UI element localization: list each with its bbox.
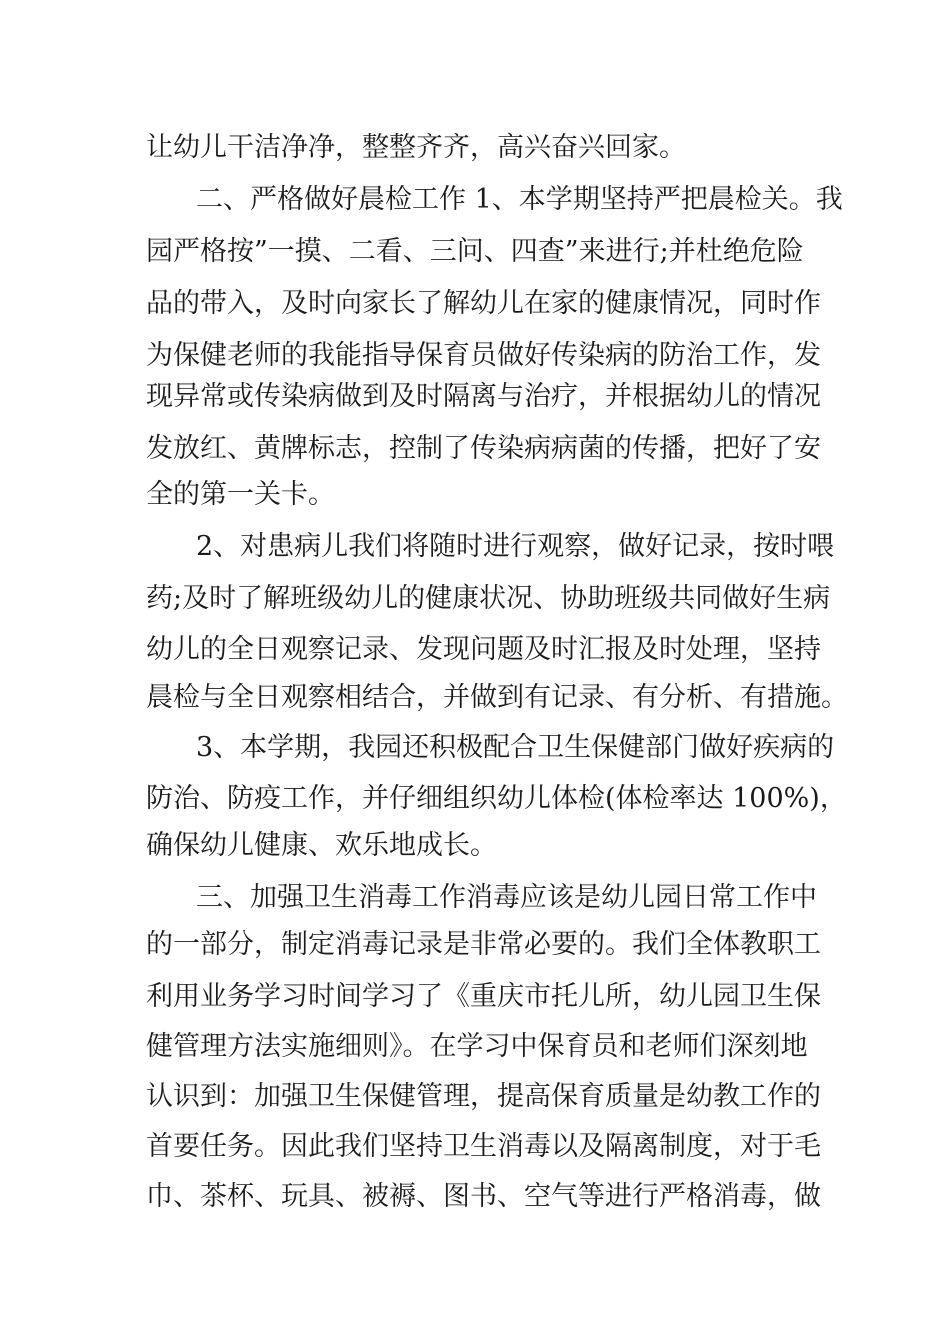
text-line: 确保幼儿健康、欢乐地成长。 <box>146 830 497 861</box>
text-line: 的一部分，制定消毒记录是非常必要的。我们全体教职工 <box>146 929 821 960</box>
text-line: 发放红、黄牌标志，控制了传染病病菌的传播，把好了安 <box>146 433 821 464</box>
text-line: 全的第一关卡。 <box>146 479 335 510</box>
text-line: 二、严格做好晨检工作 1、本学期坚持严把晨检关。我 <box>196 184 843 215</box>
text-line: 药;及时了解班级幼儿的健康状况、协助班级共同做好生病 <box>146 583 831 614</box>
text-line: 让幼儿干洁净净，整整齐齐，高兴奋兴回家。 <box>146 132 686 163</box>
text-line: 品的带入，及时向家长了解幼儿在家的健康情况，同时作 <box>146 288 821 319</box>
text-line: 3、本学期，我园还积极配合卫生保健部门做好疾病的 <box>196 732 835 763</box>
text-line: 晨检与全日观察相结合，并做到有记录、有分析、有措施。 <box>146 682 848 713</box>
text-line: 2、对患病儿我们将随时进行观察，做好记录，按时喂 <box>196 531 835 562</box>
text-line: 认识到：加强卫生保健管理，提高保育质量是幼教工作的 <box>146 1081 821 1112</box>
text-line: 利用业务学习时间学习了《重庆市托儿所，幼儿园卫生保 <box>146 981 821 1012</box>
text-line: 幼儿的全日观察记录、发现问题及时汇报及时处理，坚持 <box>146 634 821 665</box>
text-line: 为保健老师的我能指导保育员做好传染病的防治工作，发 <box>146 340 821 371</box>
text-line: 首要任务。因此我们坚持卫生消毒以及隔离制度，对于毛 <box>146 1131 821 1162</box>
text-line: 园严格按”一摸、二看、三问、四查”来进行;并杜绝危险 <box>146 236 804 267</box>
text-line: 三、加强卫生消毒工作消毒应该是幼儿园日常工作中 <box>196 882 817 913</box>
text-line: 巾、茶杯、玩具、被褥、图书、空气等进行严格消毒，做 <box>146 1181 821 1212</box>
text-line: 现异常或传染病做到及时隔离与治疗，并根据幼儿的情况 <box>146 381 821 412</box>
text-line: 防治、防疫工作，并仔细组织幼儿体检(体检率达 100%)， <box>146 783 847 814</box>
text-line: 健管理方法实施细则》。在学习中保育员和老师们深刻地 <box>146 1031 808 1062</box>
